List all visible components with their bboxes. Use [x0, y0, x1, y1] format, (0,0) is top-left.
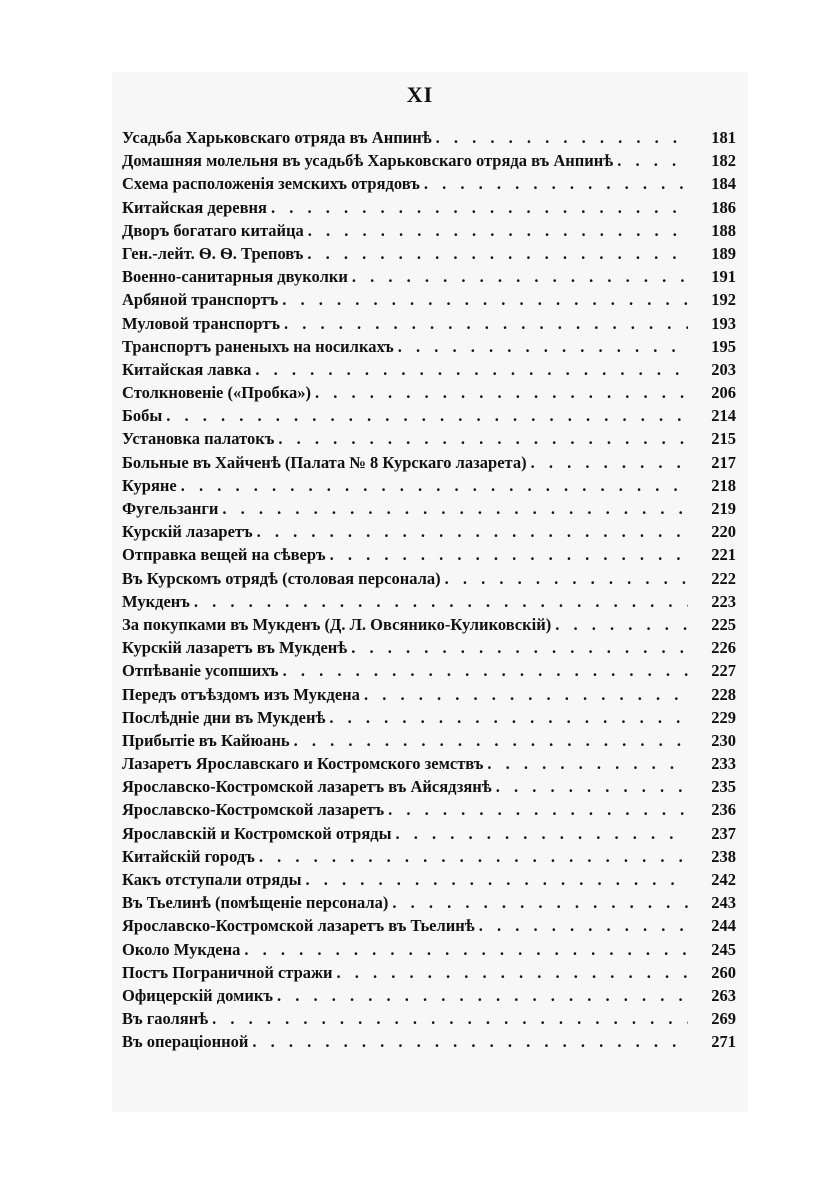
toc-entry-title: Бобы [122, 406, 163, 426]
toc-dot-leader [396, 822, 688, 845]
toc-entry-title: Около Мукдена [122, 939, 241, 959]
toc-entry [122, 451, 742, 474]
toc-dot-leader [337, 961, 689, 984]
toc-entry-page: 242 [711, 870, 736, 889]
toc-dot-leader [166, 404, 688, 427]
toc-dot-leader [282, 288, 688, 311]
toc-dot-leader [259, 845, 688, 868]
toc-entry [122, 659, 742, 682]
toc-dot-leader [194, 590, 688, 613]
toc-entry-page: 229 [711, 707, 736, 727]
toc-entry [122, 335, 742, 358]
toc-entry [122, 358, 742, 381]
toc-entry [122, 1007, 742, 1030]
toc-entry-title: Ярославско-Костромской лазаретъ въ Тьелинѣ [122, 916, 475, 936]
toc-entry-page: 218 [711, 475, 736, 495]
toc-entry [122, 219, 742, 242]
toc-entry-title: Курскій лазаретъ [122, 522, 253, 542]
toc-entry [122, 729, 742, 752]
toc-entry-title: Военно-санитарныя двуколки [122, 267, 348, 287]
toc-entry-title: Въ гаолянѣ [122, 1009, 209, 1029]
toc-entry [122, 1030, 742, 1053]
toc-entry-title: Арбяной транспортъ [122, 290, 279, 310]
toc-entry-page: 195 [711, 336, 736, 356]
toc-entry [122, 474, 742, 497]
toc-entry [122, 938, 742, 961]
toc-entry-page: 221 [711, 545, 736, 565]
toc-entry [122, 567, 742, 590]
toc-entry-page: 233 [711, 754, 736, 774]
toc-entry-page: 271 [711, 1032, 736, 1052]
toc-entry [122, 288, 742, 311]
toc-entry-page: 188 [711, 220, 736, 240]
toc-entry-title: Китайская деревня [122, 197, 267, 217]
toc-entry-page: 227 [711, 661, 736, 681]
toc-dot-leader [398, 335, 688, 358]
toc-entry-title: Какъ отступали отряды [122, 870, 302, 889]
toc-dot-leader [496, 775, 688, 798]
toc-entry-title: Схема расположенія земскихъ отрядовъ [122, 174, 420, 194]
toc-dot-leader [306, 868, 688, 891]
toc-entry-page: 244 [711, 916, 736, 936]
toc-dot-leader [283, 659, 688, 682]
toc-entry-title: Передъ отъѣздомъ изъ Мукдена [122, 684, 360, 704]
toc-dot-leader [284, 312, 688, 335]
toc-entry-page: 186 [711, 197, 736, 217]
toc-entry [122, 172, 742, 195]
toc-entry-title: Ген.-лейт. Ѳ. Ѳ. Треповъ [122, 243, 304, 263]
toc-entry-title: Фугельзанги [122, 499, 219, 518]
toc-entry [122, 845, 742, 868]
toc-entry [122, 265, 742, 288]
toc-entry-title: Отпѣваніе усопшихъ [122, 661, 279, 681]
toc-entry-page: 235 [711, 777, 736, 797]
toc-entry-page: 182 [711, 151, 736, 171]
toc-dot-leader [278, 427, 688, 450]
toc-entry-page: 217 [711, 452, 736, 472]
toc-entry-title: Китайская лавка [122, 359, 252, 379]
toc-entry [122, 914, 742, 937]
toc-dot-leader [555, 613, 688, 636]
toc-entry [122, 706, 742, 729]
toc-dot-leader [252, 1030, 688, 1053]
toc-entry [122, 427, 742, 450]
toc-entry-title: Столкновеніе («Пробка») [122, 383, 312, 403]
toc-entry-page: 269 [711, 1009, 736, 1029]
toc-entry-title: Послѣдніе дни въ Мукденѣ [122, 707, 326, 727]
toc-entry-title: Дворъ богатаго китайца [122, 220, 304, 240]
toc-dot-leader [294, 729, 688, 752]
toc-entry-title: Отправка вещей на сѣверъ [122, 545, 326, 565]
toc-dot-leader [315, 381, 688, 404]
toc-dot-leader [307, 242, 688, 265]
toc-entry-page: 203 [711, 359, 736, 379]
toc-entry-title: Въ Тьелинѣ (помѣщеніе персонала) [122, 893, 389, 913]
toc-entry [122, 798, 742, 821]
toc-dot-leader [257, 520, 688, 543]
toc-entry-page: 214 [711, 406, 736, 426]
toc-dot-leader [531, 451, 688, 474]
toc-entry-page: 245 [711, 939, 736, 959]
toc-dot-leader [181, 474, 688, 497]
toc-entry-page: 236 [711, 800, 736, 820]
toc-entry-title: Ярославско-Костромской лазаретъ въ Айсядзянѣ [122, 777, 492, 797]
toc-entry-title: Китайскій городъ [122, 846, 255, 866]
toc-entry [122, 868, 742, 891]
toc-dot-leader [329, 706, 688, 729]
toc-dot-leader [352, 265, 688, 288]
toc-dot-leader [330, 543, 688, 566]
toc-entry-title: Мукденъ [122, 591, 190, 611]
toc-entry-page: 243 [711, 893, 736, 913]
toc-dot-leader [271, 196, 688, 219]
toc-entry [122, 961, 742, 984]
toc-entry-title: Ярославскій и Костромской отряды [122, 823, 392, 843]
toc-entry-page: 225 [711, 614, 736, 634]
toc-entry-page: 193 [711, 313, 736, 333]
toc-entry-page: 192 [711, 290, 736, 310]
toc-entry [122, 520, 742, 543]
toc-dot-leader [351, 636, 688, 659]
toc-entry-title: Постъ Пограничной стражи [122, 962, 333, 982]
toc-entry-page: 206 [711, 383, 736, 403]
toc-entry-page: 260 [711, 962, 736, 982]
toc-dot-leader [212, 1007, 688, 1030]
toc-entry-title: Лазаретъ Ярославскаго и Костромского земствъ [122, 754, 484, 774]
toc-entry [122, 683, 742, 706]
toc-entry-page: 263 [711, 985, 736, 1005]
toc-entry-title: Ярославско-Костромской лазаретъ [122, 800, 385, 820]
toc-entry [122, 752, 742, 775]
toc-dot-leader [424, 172, 688, 195]
toc-entry-page: 228 [711, 684, 736, 704]
toc-entry [122, 404, 742, 427]
toc-entry-title: Курскій лазаретъ въ Мукденѣ [122, 638, 348, 658]
toc-dot-leader [617, 149, 688, 172]
toc-entry [122, 381, 742, 404]
toc-dot-leader [436, 126, 688, 149]
toc-entry [122, 149, 742, 172]
toc-entry-title: Больные въ Хайченѣ (Палата № 8 Курскаго лазарета) [122, 452, 527, 472]
toc-dot-leader [222, 497, 688, 520]
toc-dot-leader [308, 219, 688, 242]
toc-entry-title: Прибытіе въ Кайюань [122, 730, 290, 750]
toc-entry-title: Офицерскій домикъ [122, 985, 273, 1005]
toc-entry [122, 126, 742, 149]
toc-entry-page: 222 [711, 568, 736, 588]
toc-dot-leader [388, 798, 688, 821]
page-number: XI [406, 82, 434, 107]
toc-entry-page: 189 [711, 243, 736, 263]
toc-entry [122, 543, 742, 566]
toc-dot-leader [255, 358, 688, 381]
toc-entry-page: 226 [711, 638, 736, 658]
toc-entry [122, 590, 742, 613]
toc-entry-title: Усадьба Харьковскаго отряда въ Анпинѣ [122, 128, 432, 147]
toc-entry-page: 219 [711, 499, 736, 518]
toc-entry-title: Въ операціонной [122, 1032, 249, 1052]
toc-entry-title: Муловой транспортъ [122, 313, 280, 333]
toc-entry [122, 497, 742, 520]
table-of-contents [122, 126, 742, 1054]
toc-entry-title: Установка палатокъ [122, 429, 275, 449]
toc-entry-page: 191 [711, 267, 736, 287]
toc-dot-leader [445, 567, 688, 590]
toc-entry [122, 196, 742, 219]
toc-dot-leader [244, 938, 688, 961]
toc-dot-leader [392, 891, 688, 914]
toc-entry-page: 230 [711, 730, 736, 750]
toc-entry-page: 215 [711, 429, 736, 449]
toc-entry [122, 312, 742, 335]
toc-dot-leader [479, 914, 688, 937]
toc-entry-page: 220 [711, 522, 736, 542]
toc-entry [122, 984, 742, 1007]
toc-entry-title: Транспортъ раненыхъ на носилкахъ [122, 336, 394, 356]
toc-entry [122, 822, 742, 845]
toc-entry-title: Куряне [122, 475, 177, 495]
toc-entry-title: За покупками въ Мукденъ (Д. Л. Овсянико-Куликовскій) [122, 614, 552, 634]
toc-entry-page: 184 [711, 174, 736, 194]
toc-entry-page: 181 [711, 128, 736, 147]
toc-entry-page: 237 [711, 823, 736, 843]
toc-entry [122, 242, 742, 265]
toc-dot-leader [487, 752, 688, 775]
toc-entry-page: 223 [711, 591, 736, 611]
toc-dot-leader [364, 683, 688, 706]
toc-entry [122, 891, 742, 914]
toc-dot-leader [277, 984, 688, 1007]
toc-entry [122, 613, 742, 636]
toc-entry-title: Домашняя молельня въ усадьбѣ Харьковскаго отряда въ Анпинѣ [122, 151, 614, 171]
toc-entry-title: Въ Курскомъ отрядѣ (столовая персонала) [122, 568, 441, 588]
toc-entry [122, 636, 742, 659]
toc-entry-page: 238 [711, 846, 736, 866]
toc-entry [122, 775, 742, 798]
